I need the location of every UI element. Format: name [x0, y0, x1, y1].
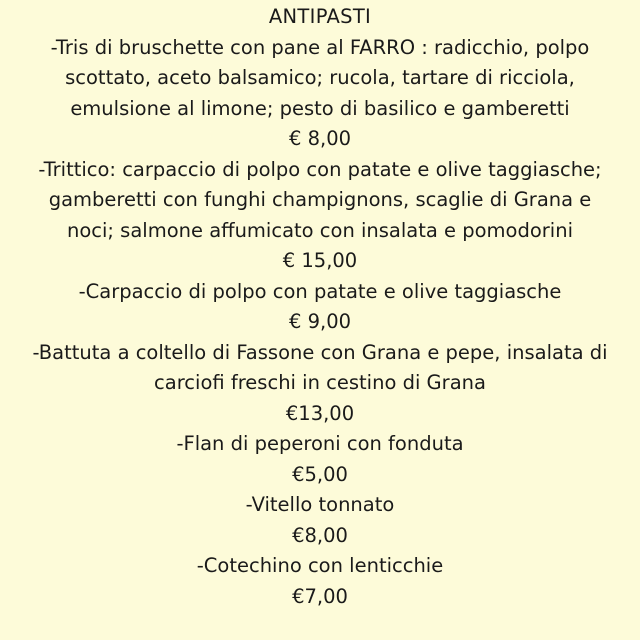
- menu-item-price: € 8,00: [288, 127, 352, 150]
- menu-item-description: gamberetti con funghi champignons, scaglie di Grana e: [48, 188, 592, 211]
- menu-item-price: €7,00: [292, 584, 348, 608]
- menu-item: [0, 490, 640, 551]
- menu-item-price: €8,00: [292, 523, 348, 547]
- menu-item: [0, 155, 640, 277]
- menu-item-description: carciofi freschi in cestino di Grana: [154, 371, 486, 394]
- menu-item-description: -Cotechino con lenticchie: [196, 554, 444, 577]
- menu-item-price: € 9,00: [288, 310, 352, 333]
- menu-item-price: €13,00: [285, 401, 355, 425]
- menu-item: [0, 338, 640, 430]
- menu-item-price: € 15,00: [282, 249, 358, 272]
- menu-item-description: -Tris di bruschette con pane al FARRO : radicchio, polpo: [50, 35, 590, 59]
- menu-item-description: -Battuta a coltello di Fassone con Grana e pepe, insalata di: [32, 340, 608, 364]
- menu-item: [0, 277, 640, 338]
- menu-item-description: scottato, aceto balsamico; rucola, tartare di ricciola,: [65, 66, 575, 89]
- menu-item: [0, 551, 640, 612]
- menu-item: [0, 33, 640, 155]
- menu-item-description: -Flan di peperoni con fonduta: [176, 432, 464, 455]
- menu-item-description: -Vitello tonnato: [245, 493, 395, 516]
- menu-item-description: -Trittico: carpaccio di polpo con patate e olive taggiasche;: [38, 157, 602, 181]
- menu-item-description: -Carpaccio di polpo con patate e olive taggiasche: [78, 279, 562, 303]
- menu-item: [0, 429, 640, 490]
- menu-item-description: noci; salmone affumicato con insalata e pomodorini: [66, 218, 573, 242]
- menu-item-description: emulsione al limone; pesto di basilico e gamberetti: [70, 96, 570, 120]
- menu-item-price: €5,00: [292, 462, 348, 486]
- menu-title: ANTIPASTI: [268, 5, 372, 28]
